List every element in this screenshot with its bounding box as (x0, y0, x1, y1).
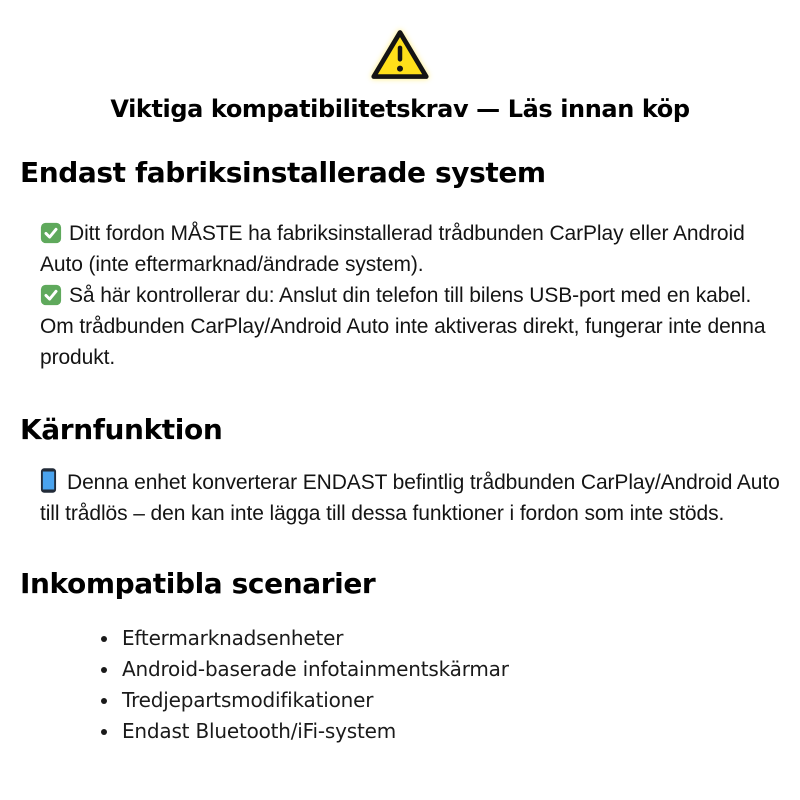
check-mark-icon (40, 280, 62, 311)
section-heading-incompatible-scenarios: Inkompatibla scenarier (20, 567, 376, 600)
list-item: • Eftermarknadsenheter (120, 623, 800, 654)
check-mark-icon (40, 218, 62, 249)
mobile-phone-icon (40, 467, 60, 498)
core-function-paragraphs (40, 467, 784, 529)
list-item: • Tredjepartsmodifikationer (120, 685, 800, 716)
list-item: • Android-baserade infotainmentskärmar (120, 654, 800, 685)
factory-systems-paragraphs (40, 218, 784, 373)
page-title: Viktiga kompatibilitetskrav — Läs innan köp (110, 95, 690, 123)
incompatible-scenarios-list (0, 623, 800, 747)
paragraph-text: Denna enhet konverterar ENDAST befintlig trådbunden CarPlay/Android Auto till trådlös – den kan inte lägga till dessa funktioner i fordon som inte stöds. (40, 471, 780, 525)
paragraph-core-function (40, 467, 784, 529)
paragraph-how-to-check (40, 280, 784, 373)
warning-triangle-icon (370, 27, 430, 83)
paragraph-text: Ditt fordon MÅSTE ha fabriksinstallerad trådbunden CarPlay eller Android Auto (inte eftermarknad/ändrade system). (40, 222, 745, 276)
section-heading-factory-systems: Endast fabriksinstallerade system (20, 156, 546, 189)
paragraph-text: Så här kontrollerar du: Anslut din telefon till bilens USB-port med en kabel. Om trådbunden CarPlay/Android Auto inte aktiveras direkt, fungerar inte denna produkt. (40, 284, 766, 369)
list-item: • Endast Bluetooth/iFi-system (120, 716, 800, 747)
hero-icon-row (0, 0, 800, 83)
paragraph-requirement (40, 218, 784, 280)
section-heading-core-function: Kärnfunktion (20, 413, 223, 446)
